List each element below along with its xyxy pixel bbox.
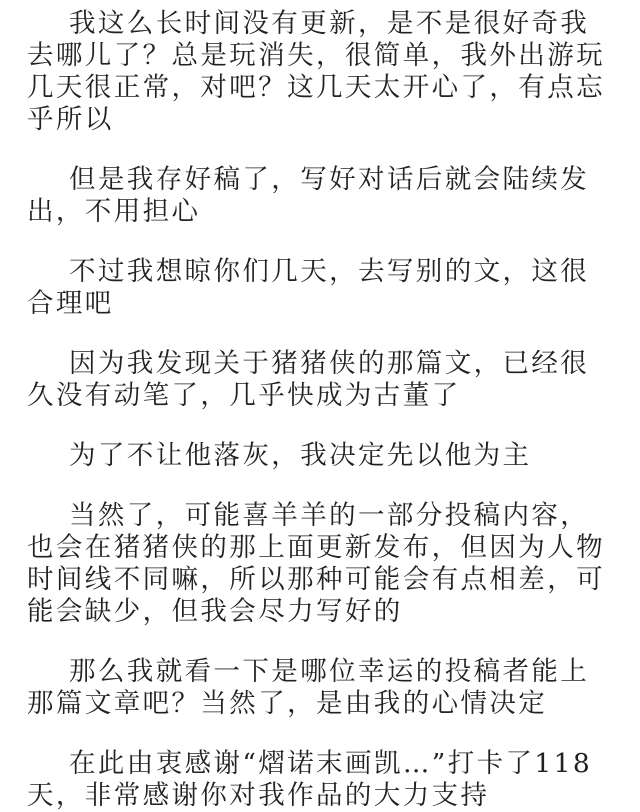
paragraph-2: 但是我存好稿了，写好对话后就会陆续发出，不用担心 xyxy=(27,164,590,227)
paragraph-7: 那么我就看一下是哪位幸运的投稿者能上那篇文章吧？当然了，是由我的心情决定 xyxy=(27,656,590,719)
paragraph-6: 当然了，可能喜羊羊的一部分投稿内容，也会在猪猪侠的那上面更新发布，但因为人物时间线不同嘛，所以那种可能会有点相差，可能会缺少，但我会尽力写好的 xyxy=(27,500,605,627)
paragraph-1: 我这么长时间没有更新，是不是很好奇我去哪儿了？总是玩消失，很简单，我外出游玩几天很正常，对吧？这几天太开心了，有点忘乎所以 xyxy=(27,8,605,135)
paragraph-5: 为了不让他落灰，我决定先以他为主 xyxy=(69,440,532,471)
paragraph-4: 因为我发现关于猪猪侠的那篇文，已经很久没有动笔了，几乎快成为古董了 xyxy=(27,348,590,411)
paragraph-8: 在此由衷感谢“熠诺末画凯…”打卡了118天，非常感谢你对我作品的大力支持 xyxy=(27,748,593,811)
paragraph-3: 不过我想晾你们几天，去写别的文，这很合理吧 xyxy=(27,256,590,319)
